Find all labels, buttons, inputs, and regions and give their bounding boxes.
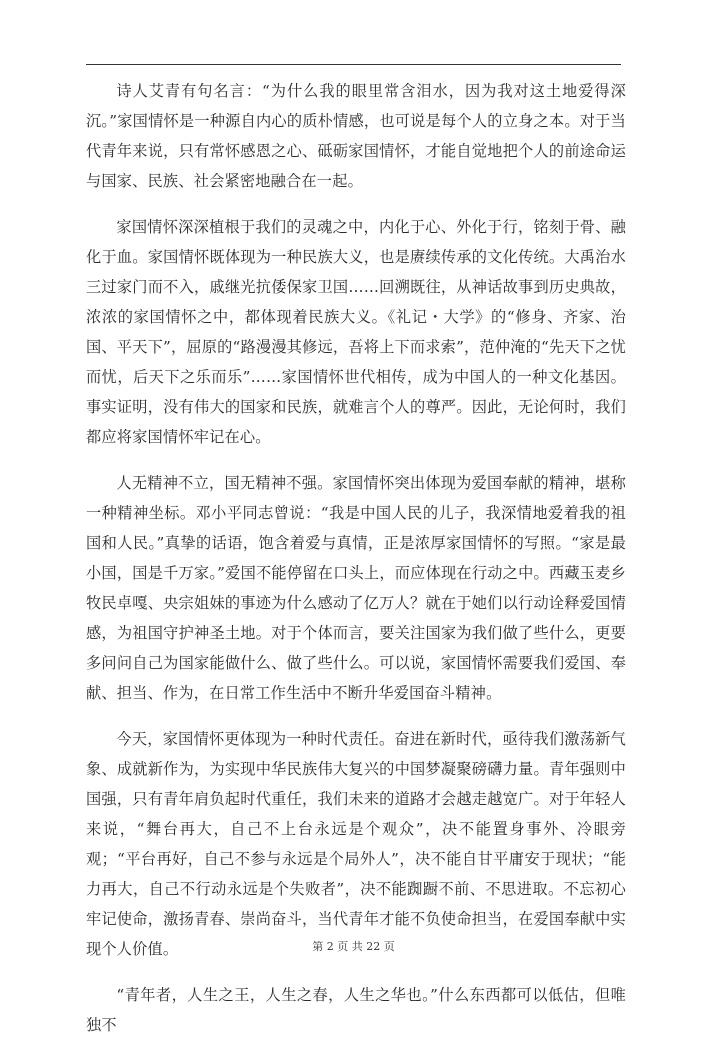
paragraph-1: 诗人艾青有句名言：“为什么我的眼里常含泪水，因为我对这土地爱得深沉。”家国情怀是一种源自内心的质朴情感，也可说是每个人的立身之本。对于当代青年来说，只有常怀感恩之心、砥砺家国情怀，才能自觉地把个人的前途命运与国家、民族、社会紧密地融合在一起。 [86, 82, 626, 190]
body-text [86, 76, 626, 1056]
page-number-footer: 第 2 页 共 22 页 [312, 940, 395, 953]
paragraph-2: 家国情怀深深植根于我们的灵魂之中，内化于心、外化于行，铭刻于骨、融化于血。家国情怀既体现为一种民族大义，也是赓续传承的文化传统。大禹治水三过家门而不入，戚继光抗倭保家卫国……回溯既往，从神话故事到历史典故，浓浓的家国情怀之中，都体现着民族大义。《礼记・大学》的“修身、齐家、治国、平天下”，屈原的“路漫漫其修远，吾将上下而求索”，范仲淹的“先天下之忧而忧，后天下之乐而乐”……家国情怀世代相传，成为中国人的一种文化基因。事实证明，没有伟大的国家和民族，就难言个人的尊严。因此，无论何时，我们都应将家国情怀牢记在心。 [86, 218, 626, 446]
paragraph-4: 今天，家国情怀更体现为一种时代责任。奋进在新时代，亟待我们激荡新气象、成就新作为，为实现中华民族伟大复兴的中国梦凝聚磅礴力量。青年强则中国强，只有青年肩负起时代重任，我们未来的道路才会越走越宽广。对于年轻人来说，“舞台再大，自己不上台永远是个观众”，决不能置身事外、冷眼旁观；“平台再好，自己不参与永远是个局外人”，决不能自甘平庸安于现状；“能力再大，自己不行动永远是个失败者”，决不能踟蹰不前、不思进取。不忘初心牢记使命，激扬青春、崇尚奋斗，当代青年才能不负使命担当，在爱国奉献中实现个人价值。 [86, 730, 626, 958]
paragraph-5: “青年者，人生之王，人生之春，人生之华也。”什么东西都可以低估，但唯独不 [86, 986, 626, 1034]
paragraph-3: 人无精神不立，国无精神不强。家国情怀突出体现为爱国奉献的精神，堪称一种精神坐标。邓小平同志曾说：“我是中国人民的儿子，我深情地爱着我的祖国和人民。”真挚的话语，饱含着爱与真情，正是浓厚家国情怀的写照。“家是最小国，国是千万家。”爱国不能停留在口头上，而应体现在行动之中。西藏玉麦乡牧民卓嘎、央宗姐妹的事迹为什么感动了亿万人？就在于她们以行动诠释爱国情感，为祖国守护神圣土地。对于个体而言，要关注国家为我们做了些什么，更要多问问自己为国家能做什么、做了些什么。可以说，家国情怀需要我们爱国、奉献、担当、作为，在日常工作生活中不断升华爱国奋斗精神。 [86, 474, 626, 702]
header-rule [86, 64, 621, 65]
